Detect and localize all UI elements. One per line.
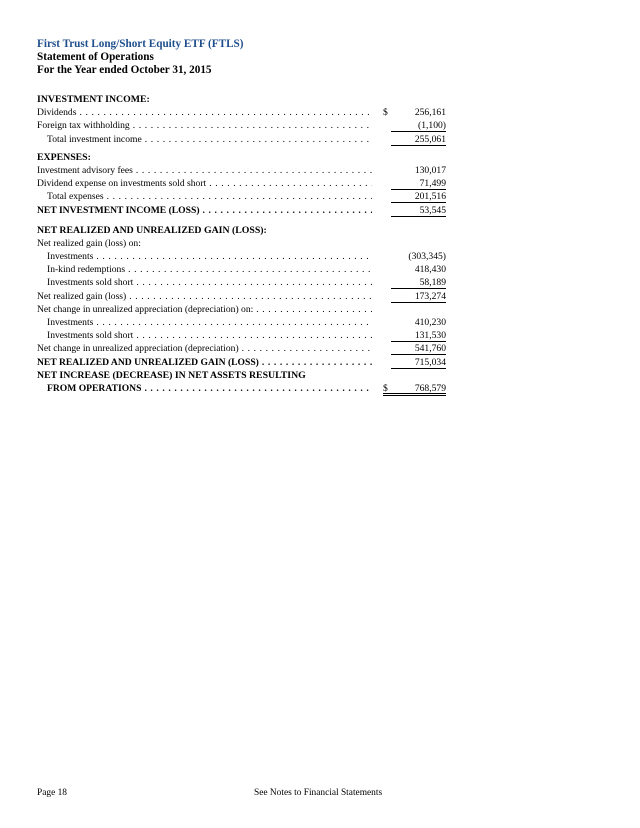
fund-title: First Trust Long/Short Equity ETF (FTLS) bbox=[37, 38, 244, 50]
row-foreign-tax-withholding: Foreign tax withholding . . . (1,100) bbox=[37, 119, 449, 132]
section-heading-investment-income: INVESTMENT INCOME: bbox=[37, 94, 150, 105]
row-realized-investments-sold-short: Investments sold short . . . 58,189 bbox=[37, 276, 449, 289]
value: 201,516 bbox=[391, 190, 446, 203]
row-net-realized-unrealized: NET REALIZED AND UNREALIZED GAIN (LOSS) . . . 715,034 bbox=[37, 356, 449, 369]
value: 71,499 bbox=[391, 177, 446, 190]
value: 418,430 bbox=[414, 264, 446, 276]
value: 768,579 bbox=[391, 382, 446, 396]
footer-notes: See Notes to Financial Statements bbox=[254, 788, 383, 798]
row-inkind-redemptions: In-kind redemptions . . . 418,430 bbox=[37, 263, 449, 276]
row-unrealized-investments-sold-short: Investments sold short . . . 131,530 bbox=[37, 329, 449, 342]
row-net-realized-gain: Net realized gain (loss) . . . 173,274 bbox=[37, 290, 449, 303]
row-net-increase-line2: FROM OPERATIONS . . . $ 768,579 bbox=[37, 382, 449, 395]
row-net-change-unrealized: Net change in unrealized appreciation (depreciation) . . . 541,760 bbox=[37, 342, 449, 355]
value: 53,545 bbox=[391, 204, 446, 217]
section-heading-realized-unrealized: NET REALIZED AND UNREALIZED GAIN (LOSS): bbox=[37, 224, 267, 236]
row-net-investment-income: NET INVESTMENT INCOME (LOSS) . . . 53,545 bbox=[37, 204, 449, 217]
value: 58,189 bbox=[391, 276, 446, 289]
row-dividend-expense: Dividend expense on investments sold short . . . 71,499 bbox=[37, 177, 449, 190]
currency-symbol: $ bbox=[383, 107, 388, 119]
value: 131,530 bbox=[391, 329, 446, 342]
row-unrealized-investments: Investments . . . 410,230 bbox=[37, 316, 449, 329]
row-realized-heading: Net realized gain (loss) on: bbox=[37, 237, 141, 249]
value: 715,034 bbox=[391, 356, 446, 369]
currency-symbol: $ bbox=[383, 382, 393, 396]
value: 256,161 bbox=[414, 107, 446, 119]
row-total-expenses: Total expenses . . . 201,516 bbox=[37, 190, 449, 203]
value: 173,274 bbox=[391, 290, 446, 303]
value: (303,345) bbox=[408, 251, 446, 263]
value: 130,017 bbox=[414, 164, 446, 176]
value: 541,760 bbox=[391, 342, 446, 355]
statement-period: For the Year ended October 31, 2015 bbox=[37, 64, 212, 76]
row-dividends: Dividends . . . $ 256,161 bbox=[37, 106, 449, 119]
row-unrealized-heading: Net change in unrealized appreciation (depreciation) on: . . . bbox=[37, 303, 449, 316]
value: (1,100) bbox=[391, 119, 446, 132]
value: 410,230 bbox=[414, 317, 446, 328]
row-realized-investments: Investments . . . (303,345) bbox=[37, 250, 449, 263]
value: 255,061 bbox=[391, 133, 446, 146]
section-heading-expenses: EXPENSES: bbox=[37, 151, 91, 163]
row-net-increase-line1: NET INCREASE (DECREASE) IN NET ASSETS RESULTING bbox=[37, 369, 306, 381]
statement-title: Statement of Operations bbox=[37, 51, 154, 63]
statement-of-operations bbox=[37, 38, 449, 395]
page-number: Page 18 bbox=[37, 788, 67, 798]
row-total-investment-income: Total investment income . . . 255,061 bbox=[37, 133, 449, 146]
row-investment-advisory-fees: Investment advisory fees . . . 130,017 bbox=[37, 164, 449, 177]
